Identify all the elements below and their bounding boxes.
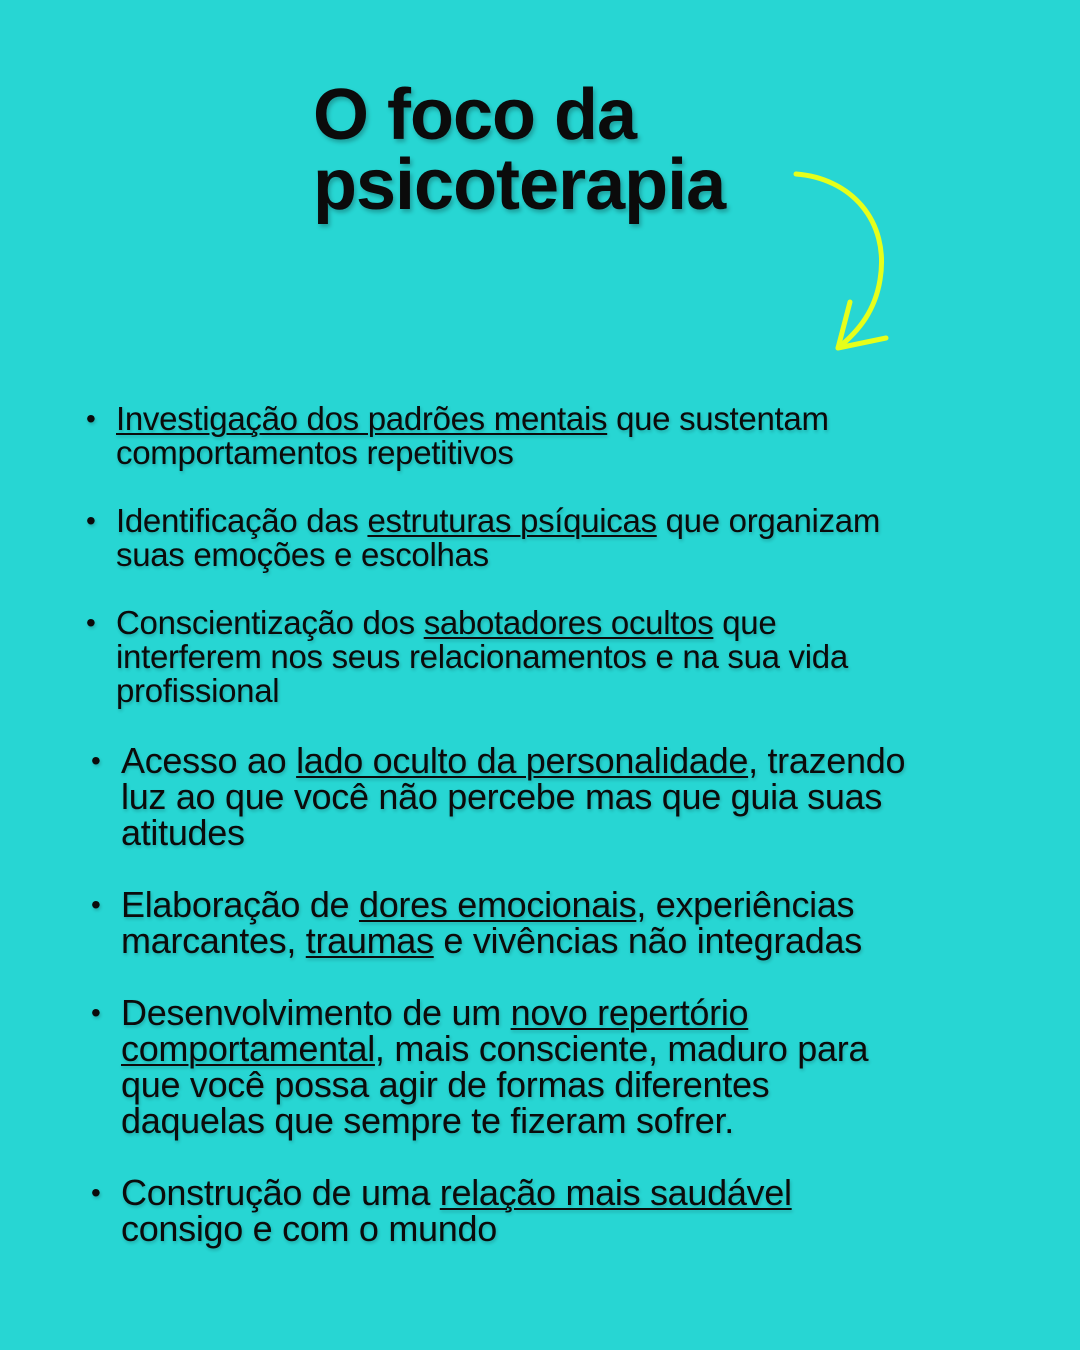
- highlighted-text: dores emocionais: [358, 884, 637, 925]
- bullet-icon: •: [91, 1177, 101, 1208]
- bullet-icon: •: [91, 997, 101, 1028]
- highlighted-text: lado oculto da personalidade: [296, 740, 749, 781]
- item-text: , experiências marcantes,: [121, 884, 855, 961]
- item-text: , mais consciente, maduro para que você possa agir de formas diferentes daquelas que sempre te fizeram sofrer.: [121, 1028, 869, 1141]
- list-item: [86, 604, 1036, 709]
- item-text: Identificação das: [116, 502, 368, 539]
- bullet-icon: •: [86, 607, 96, 638]
- list-item: [86, 400, 1036, 471]
- list-item: [91, 884, 1041, 961]
- highlighted-text: sabotadores ocultos: [423, 604, 714, 641]
- bullet-icon: •: [91, 889, 101, 920]
- curved-arrow-icon: [780, 160, 900, 360]
- title-line-2: psicoterapia: [313, 145, 726, 225]
- bullet-icon: •: [91, 745, 101, 776]
- page-title: [313, 75, 726, 225]
- item-text: Acesso ao: [121, 740, 297, 781]
- bullet-icon: •: [86, 505, 96, 536]
- highlighted-text: Investigação dos padrões mentais: [116, 400, 608, 437]
- list-item: [91, 992, 1041, 1141]
- highlighted-text: relação mais saudável: [439, 1172, 792, 1213]
- highlighted-text: estruturas psíquicas: [367, 502, 657, 539]
- list-item: [91, 1172, 1041, 1249]
- list-item: [91, 740, 1041, 853]
- item-text: que organizam suas emoções e escolhas: [116, 502, 881, 573]
- item-text: que interferem nos seus relacionamentos e na sua vida profissional: [116, 604, 848, 709]
- item-text: que sustentam comportamentos repetitivos: [116, 400, 829, 471]
- bullet-icon: •: [86, 403, 96, 434]
- item-text: Elaboração de: [121, 884, 359, 925]
- title-line-1: O foco da: [313, 75, 637, 155]
- item-text: , trazendo luz ao que você não percebe mas que guia suas atitudes: [121, 740, 906, 853]
- highlighted-text: novo repertório comportamental: [121, 992, 749, 1069]
- item-text: Conscientização dos: [116, 604, 424, 641]
- highlighted-text: traumas: [305, 920, 434, 961]
- item-text: Construção de uma: [121, 1172, 440, 1213]
- list-item: [86, 502, 1036, 573]
- item-text: e vivências não integradas: [433, 920, 862, 961]
- item-text: consigo e com o mundo: [121, 1208, 497, 1249]
- item-text: Desenvolvimento de um: [121, 992, 511, 1033]
